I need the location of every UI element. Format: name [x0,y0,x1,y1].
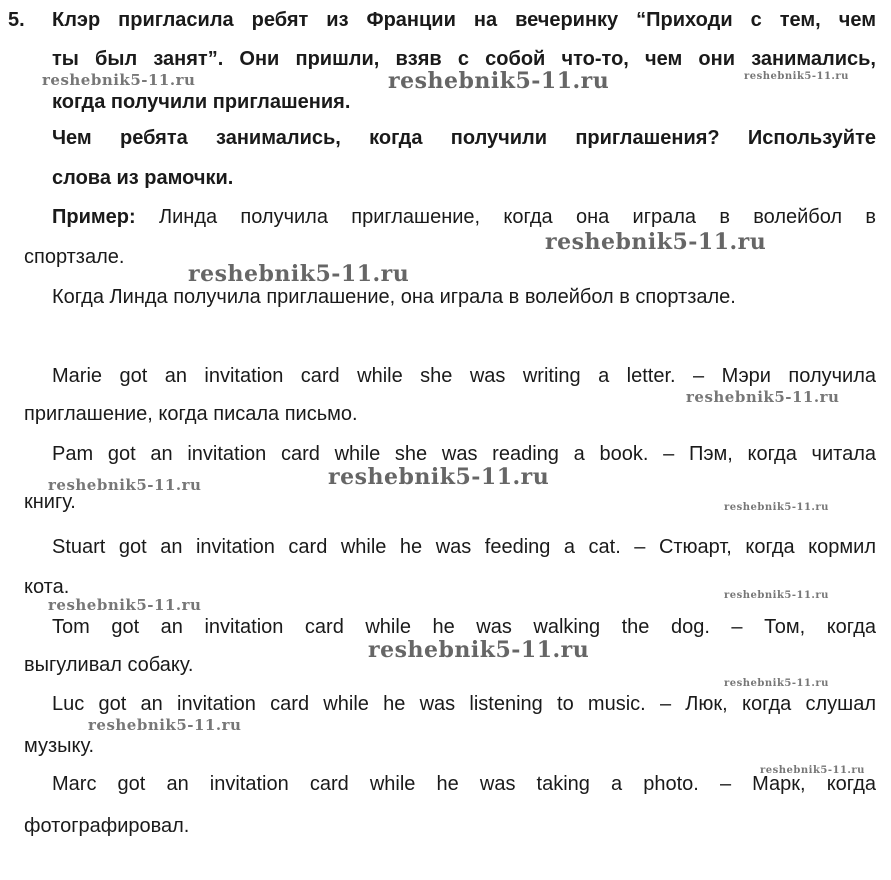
example-text: Линда получила приглашение, когда она играла в волейбол в [158,206,877,228]
answer-stuart-line-1: Stuart got an invitation card while he was feeding a cat. – Стюарт, когда кормил [52,536,876,558]
watermark: reshebnik5-11.ru [760,765,865,776]
answer-pam-line-2: книгу. [24,491,76,513]
answer-luc-line-1: Luc got an invitation card while he was listening to music. – Люк, когда слушал [52,693,876,715]
watermark: reshebnik5-11.ru [48,476,202,494]
answer-luc-line-2: музыку. [24,735,95,757]
watermark: reshebnik5-11.ru [388,68,610,94]
example-line-3: Когда Линда получила приглашение, она играла в волейбол в спортзале. [52,286,736,308]
watermark: reshebnik5-11.ru [188,261,410,287]
answer-stuart-line-2: кота. [24,576,70,598]
task-line-5: слова из рамочки. [52,167,234,189]
task-line-3: когда получили приглашения. [52,91,351,113]
answer-tom-line-1: Tom got an invitation card while he was walking the dog. – Том, когда [52,616,876,638]
answer-marc-line-1: Marc got an invitation card while he was taking a photo. – Марк, когда [52,773,876,795]
watermark: reshebnik5-11.ru [724,678,829,689]
answer-marc-line-2: фотографировал. [24,815,190,837]
watermark: reshebnik5-11.ru [724,502,829,513]
watermark: reshebnik5-11.ru [744,71,849,82]
watermark: reshebnik5-11.ru [328,464,550,490]
watermark: reshebnik5-11.ru [42,71,196,89]
example-line-2: спортзале. [24,246,125,268]
example-line-1 [52,205,876,229]
task-line-4: Чем ребята занимались, когда получили приглашения? Используйте [52,127,876,149]
watermark: reshebnik5-11.ru [88,716,242,734]
watermark: reshebnik5-11.ru [724,590,829,601]
watermark: reshebnik5-11.ru [686,388,840,406]
answer-pam-line-1: Pam got an invitation card while she was reading a book. – Пэм, когда читала [52,443,876,465]
exercise-number: 5. [8,9,25,31]
watermark: reshebnik5-11.ru [368,637,590,663]
watermark: reshebnik5-11.ru [48,596,202,614]
answer-marie-line-1: Marie got an invitation card while she was writing a letter. – Мэри получила [52,365,876,387]
answer-tom-line-2: выгуливал собаку. [24,654,194,676]
example-label: Пример: [52,206,136,228]
task-line-2: ты был занят”. Они пришли, взяв с собой что-то, чем они занимались, [52,48,876,70]
answer-marie-line-2: приглашение, когда писала письмо. [24,403,358,425]
task-line-1: Клэр пригласила ребят из Франции на вечеринку “Приходи с тем, чем [52,9,876,31]
watermark: reshebnik5-11.ru [545,229,767,255]
